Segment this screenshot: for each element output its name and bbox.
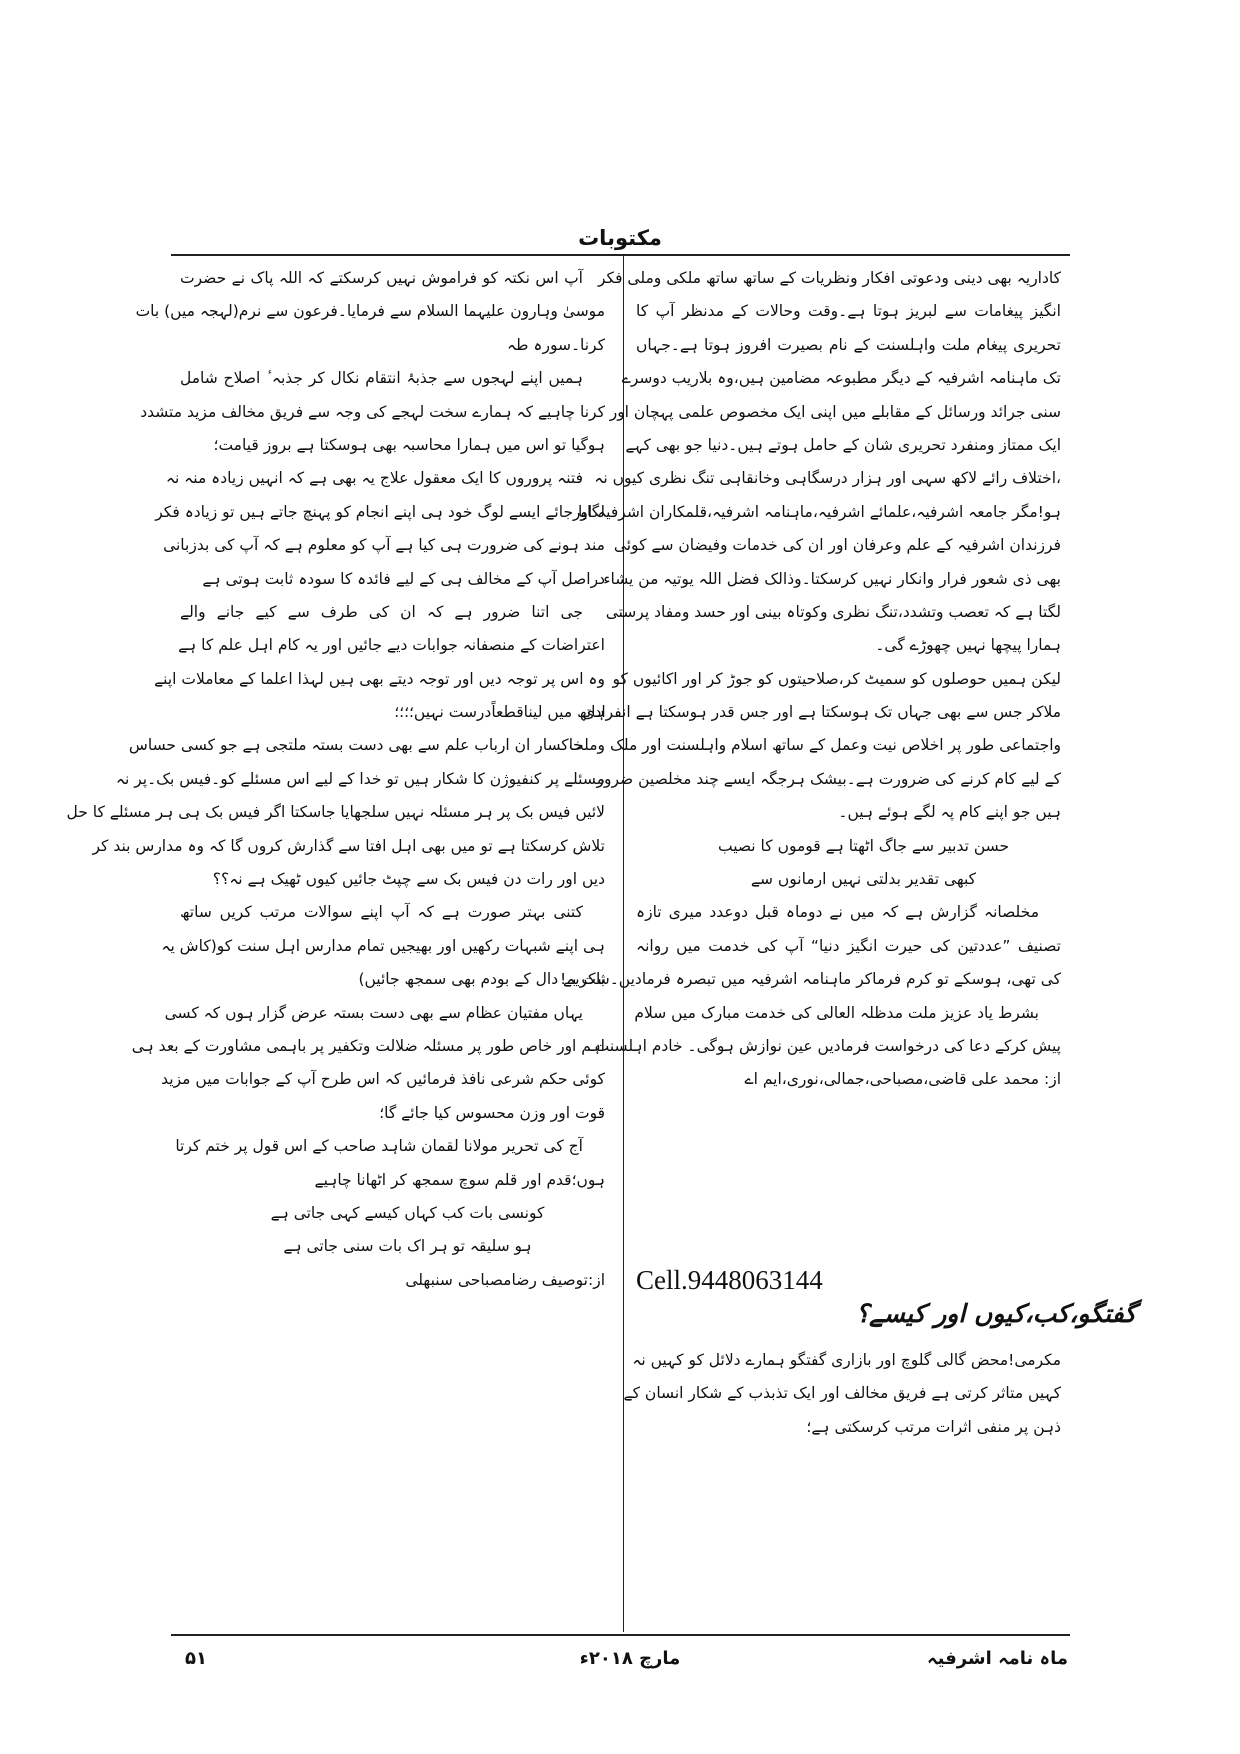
text-line: ہمارا پیچھا نہیں چھوڑے گی۔ <box>875 636 1061 655</box>
text-line: فتنہ پروروں کا ایک معقول علاج یہ بھی ہے کہ انہیں زیادہ منہ نہ <box>165 469 583 488</box>
text-line: دیں اور رات دن فیس بک سے چپٹ جائیں کیوں ٹھیک ہے نہ؟؟ <box>212 870 605 889</box>
text-line: اعتراضات کے منصفانہ جوابات دیے جائیں اور یہ کام اہل علم کا ہے <box>178 636 605 655</box>
text-line: تحریری پیغام ملت واہلسنت کے نام بصیرت افروز ہوتا ہے۔جہاں <box>636 335 1061 354</box>
text-line: کرنا۔سورہ طہ <box>507 335 605 354</box>
text-line: خاکسار ان ارباب علم سے بھی دست بستہ ملتجی ہے جو کسی حساس <box>128 736 583 755</box>
text-line: ،اختلاف رائے لاکھ سہی اور ہزار درسگاہی وخانقاہی تنگ نظری کیوں نہ <box>594 469 1061 488</box>
text-line: یہاں مفتیان عظام سے بھی دست بستہ عرض گزار ہوں کہ کسی <box>164 1003 583 1022</box>
magazine-name: ماہ نامہ اشرفیہ <box>927 1648 1068 1669</box>
verse-line: کبھی تقدیر بدلتی نہیں ارمانوں سے <box>750 870 977 889</box>
text-line: انگیز پیغامات سے لبریز ہوتا ہے۔وقت وحالات کے مدنظر آپ کا <box>636 302 1061 321</box>
text-line: ہمیں اپنے لہجوں سے جذبۂ انتقام نکال کر جذبہ ٔ اصلاح شامل <box>180 369 583 388</box>
text-line: لائیں فیس بک پر ہر مسئلہ نہیں سلجھایا جاسکتا اگر فیس بک ہی ہر مسئلے کا حل <box>66 803 605 822</box>
footer-rule <box>171 1634 1070 1636</box>
text-line: ایک ممتاز ومنفرد تحریری شان کے حامل ہوتے ہیں۔دنیا جو بھی کہے <box>625 435 1061 454</box>
text-line: پیش کرکے دعا کی درخواست فرمادیں عین نوازش ہوگی۔ خادم اہلسنت <box>594 1036 1061 1055</box>
text-line: بھی ذی شعور فرار وانکار نہیں کرسکتا۔وذالک فضل اللہ یوتیہ من یشاء۔ <box>594 569 1061 588</box>
verse-line: کونسی بات کب کہاں کیسے کہی جاتی ہے <box>270 1203 545 1222</box>
text-line: ہو!مگر جامعہ اشرفیہ،علمائے اشرفیہ،ماہنامہ اشرفیہ،قلمکاران اشرفیہ اور <box>572 502 1061 521</box>
heading-body <box>623 1344 1061 1444</box>
text-line: وہ اس پر توجہ دیں اور توجہ دیتے بھی ہیں لہذا اعلما کے معاملات اپنے <box>154 669 605 688</box>
text-line: ملاکر جس سے بھی جہاں تک ہوسکتا ہے اور جس قدر ہوسکتا ہے انفرادی <box>582 703 1061 722</box>
header-rule <box>171 254 1070 256</box>
text-line: بشرط یاد عزیز ملت مدظلہ العالی کی خدمت مبارک میں سلام <box>634 1003 1039 1022</box>
text-line: کہیں متاثر کرتی ہے فریق مخالف اور ایک تذبذب کے شکار انسان کے <box>623 1384 1061 1403</box>
text-line: ہی اپنے شبہات رکھیں اور بھیجیں تمام مدارس اہل سنت کو(کاش یہ <box>161 936 605 955</box>
text-line: مسئلے پر کنفیوژن کا شکار ہیں تو خدا کے لیے اس مسئلے کو۔فیس بک۔پر نہ <box>115 769 605 788</box>
text-line: مخلصانہ گزارش ہے کہ میں نے دوماہ قبل دوعدد میری تازہ <box>636 903 1039 922</box>
text-line: تک ماہنامہ اشرفیہ کے دیگر مطبوعہ مضامین ہیں،وہ بلاریب دوسرے <box>621 369 1061 388</box>
text-line: کوئی حکم شرعی نافذ فرمائیں کہ اس طرح آپ کے جوابات میں مزید <box>161 1070 605 1089</box>
text-line: لیکن ہمیں حوصلوں کو سمیٹ کر،صلاحیتوں کو جوڑ کر اور اکائیوں کو <box>612 669 1061 688</box>
text-line: فرزندان اشرفیہ کے علم وعرفان اور ان کی خدمات وفیضان سے کوئی <box>613 536 1061 555</box>
text-line: اہم اور خاص طور پر مسئلہ ضلالت وتکفیر پر باہمی مشاورت کے بعد ہی <box>131 1036 605 1055</box>
text-line: ہوگیا تو اس میں ہمارا محاسبہ بھی ہوسکتا ہے بروز قیامت؛ <box>213 435 605 454</box>
author-signature: از:توصیف رضامصباحی سنبھلی <box>405 1270 605 1289</box>
text-line: مند ہونے کی ضرورت ہی کیا ہے آپ کو معلوم ہے کہ آپ کی بدزبانی <box>163 536 605 555</box>
text-line: موسیٰ وہارون علیہما السلام سے فرمایا۔فرعون سے نرم(لہجہ میں) بات <box>135 302 605 321</box>
text-line: آپ اس نکتہ کو فراموش نہیں کرسکتے کہ اللہ پاک نے حضرت <box>180 269 583 287</box>
text-line: دراصل آپ کے مخالف ہی کے لیے فائدہ کا سودہ ثابت ہوتی ہے <box>202 569 605 588</box>
text-line: ذہن پر منفی اثرات مرتب کرسکتی ہے؛ <box>806 1417 1061 1436</box>
text-line: بات بے دال کے بودم بھی سمجھ جائیں) <box>358 970 605 989</box>
text-line: کتنی بہتر صورت ہے کہ آپ اپنے سوالات مرتب کریں ساتھ <box>180 903 583 922</box>
article-heading: گفتگو،کب،کیوں اور کیسے؟ <box>855 1299 1137 1328</box>
text-line: ہیں جو اپنے کام پہ لگے ہوئے ہیں۔ <box>838 803 1061 822</box>
text-line: تصنیف ”عددتین کی حیرت انگیز دنیا“ آپ کی خدمت میں روانہ <box>636 936 1061 955</box>
text-line: آج کی تحریر مولانا لقمان شاہد صاحب کے اس قول پر ختم کرتا <box>175 1137 583 1156</box>
section-title: مکتوبات <box>578 226 662 250</box>
verse-line: ہو سلیقہ تو ہر اک بات سنی جاتی ہے <box>283 1237 532 1256</box>
verse-line: حسن تدبیر سے جاگ اٹھتا ہے قوموں کا نصیب <box>717 836 1010 855</box>
text-line: ہوں؛قدم اور قلم سوچ سمجھ کر اٹھانا چاہیے <box>314 1170 605 1189</box>
text-line: مکرمی!محض گالی گلوچ اور بازاری گفتگو ہمارے دلائل کو کہیں نہ <box>632 1351 1061 1369</box>
text-line: کاداریہ بھی دینی ودعوتی افکار ونظریات کے ساتھ ساتھ ملکی وملی فکر <box>597 269 1061 287</box>
text-line: لگتا ہے کہ تعصب وتشدد،تنگ نظری وکوتاہ بینی اور حسد ومفاد پرستی <box>605 602 1061 621</box>
text-line: سنی جرائد ورسائل کے مقابلے میں اپنی ایک مخصوص علمی پہچان اور <box>609 402 1061 421</box>
text-line: لگایا جائے ایسے لوگ خود ہی اپنے انجام کو پہنچ جاتے ہیں تو زیادہ فکر <box>155 502 605 521</box>
issue-date: مارچ ۲۰۱۸ء <box>579 1648 681 1669</box>
text-line: کے لیے کام کرنے کی ضرورت ہے۔بیشک ہرجگہ ایسے چند مخلصین ضرور <box>596 769 1061 788</box>
text-line: واجتماعی طور پر اخلاص نیت وعمل کے ساتھ اسلام واہلسنت اور ملک وملت <box>568 736 1061 755</box>
text-line: تلاش کرسکتا ہے تو میں بھی اہل افتا سے گذارش کروں گا کہ وہ مدارس بند کر <box>92 836 605 855</box>
text-line: کی تھی، ہوسکے تو کرم فرماکر ماہنامہ اشرفیہ میں تبصرہ فرمادیں۔شکریہ! <box>560 970 1061 989</box>
text-line: قوت اور وزن محسوس کیا جائے گا؛ <box>379 1103 605 1122</box>
page-number: ۵۱ <box>185 1648 207 1669</box>
left-column <box>66 262 605 1297</box>
right-column <box>560 262 1061 1097</box>
cell-number: Cell.9448063144 <box>636 1265 823 1295</box>
text-line: جی اتنا ضرور ہے کہ ان کی طرف سے کیے جانے والے <box>180 602 583 621</box>
author-signature: از: محمد علی قاضی،مصباحی،جمالی،نوری،ایم اے <box>744 1070 1061 1089</box>
text-line: کرنا چاہیے کہ ہمارے سخت لہجے کی وجہ سے فریق مخالف مزید متشدد <box>140 402 605 421</box>
text-line: ہاتھ میں لیناقطعاًدرست نہیں؛؛؛؛ <box>394 703 605 722</box>
